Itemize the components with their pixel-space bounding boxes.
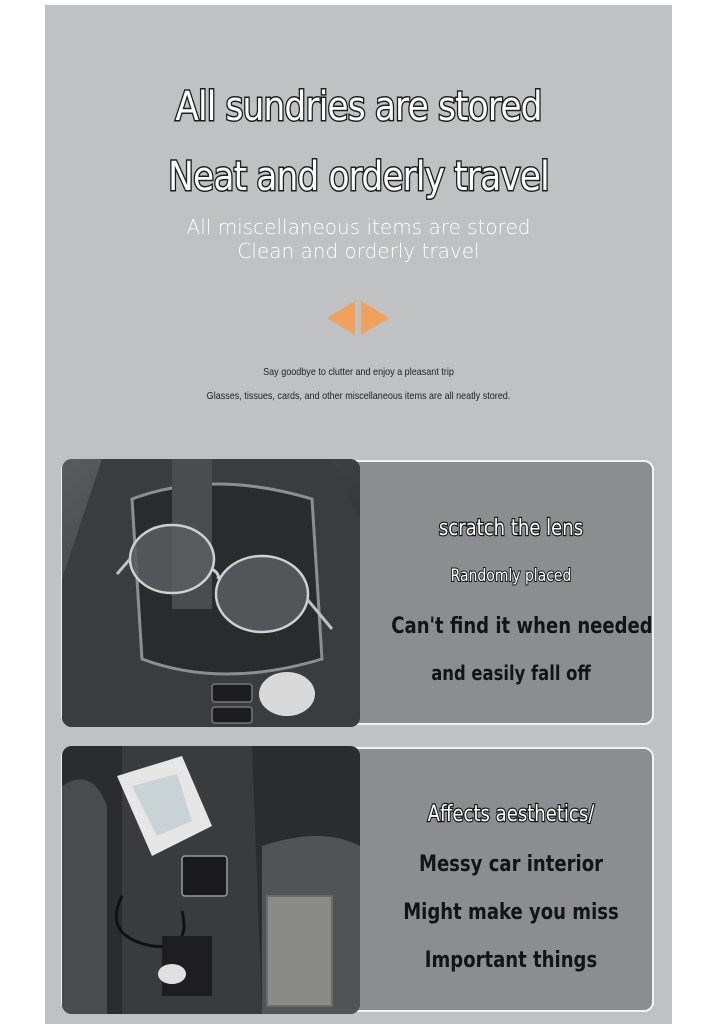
content-panel (45, 5, 672, 1024)
sunglasses-in-console-icon (62, 459, 360, 727)
headline-line-2: Neat and orderly travel (168, 154, 549, 200)
headline-line-1: All sundries are stored (175, 84, 542, 130)
cluttered-console-icon (62, 746, 360, 1014)
card-2-line-3: Might make you miss (403, 900, 619, 925)
card-1-line-1: scratch the lens (438, 516, 584, 541)
subtitle-line-1: All miscellaneous items are stored (186, 215, 531, 239)
card-1-line-3: Can't find it when needed (391, 614, 653, 639)
card-2-line-1: Affects aesthetics/ (427, 802, 595, 827)
card-1-line-2: Randomly placed (450, 566, 572, 586)
card-1-line-4: and easily fall off (431, 661, 591, 685)
card-2-line-2: Messy car interior (418, 852, 604, 877)
double-arrow-icon (325, 301, 395, 335)
note-line-2: Glasses, tissues, cards, and other miscellaneous items are all neatly stored. (206, 390, 511, 402)
card-2-line-4: Important things (424, 948, 598, 973)
subtitle-line-2: Clean and orderly travel (237, 239, 480, 263)
note-line-1: Say goodbye to clutter and enjoy a pleasant trip (263, 366, 454, 378)
